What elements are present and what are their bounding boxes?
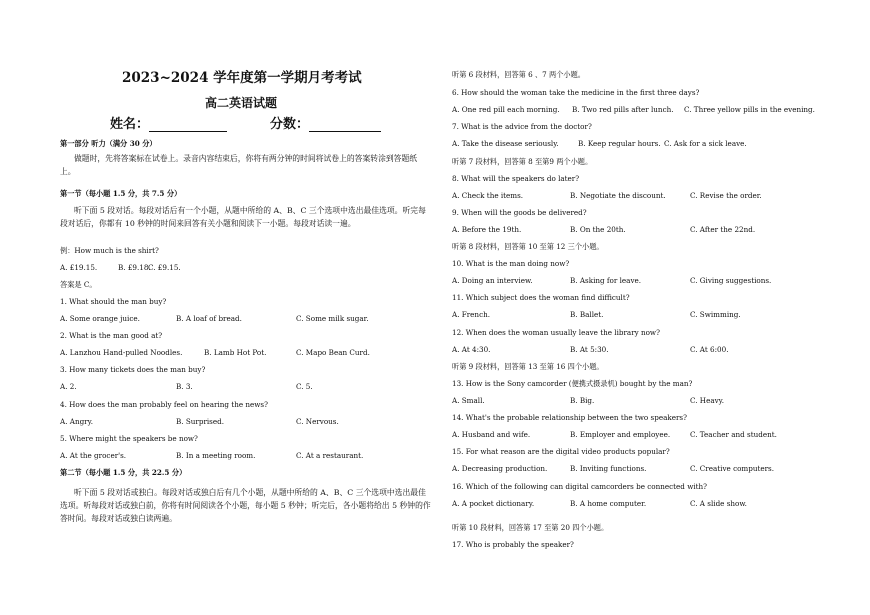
option-a[interactable]: A. Take the disease seriously. (452, 139, 559, 148)
option-a[interactable]: A. Some orange juice. (60, 314, 140, 323)
option-b[interactable]: B. Lamb Hot Pot. (204, 348, 267, 357)
question-10: 10. What is the man doing now? (452, 259, 570, 268)
question-4: 4. How does the man probably feel on hearing the news? (60, 400, 268, 409)
name-label: 姓名： (110, 117, 150, 132)
question-11: 11. Which subject does the woman find difficult? (452, 293, 630, 302)
question-14: 14. What's the probable relationship between the two speakers? (452, 413, 687, 422)
option-b[interactable]: B. Inviting functions. (570, 464, 647, 473)
option-b[interactable]: B. Ballet. (570, 310, 604, 319)
question-3: 3. How many tickets does the man buy? (60, 365, 206, 374)
option-c[interactable]: C. Swimming. (690, 310, 741, 319)
option-c[interactable]: C. Three yellow pills in the evening. (684, 105, 815, 114)
option-a[interactable]: A. Angry. (60, 417, 94, 426)
section2-heading: 第二节（每小题 1.5 分，共 22.5 分） (60, 468, 187, 477)
exam-subtitle: 高二英语试题 (205, 96, 278, 110)
section2-intro: 听下面 5 段对话或独白。每段对话或独白后有几个小题，从题中所给的 A、B、C 三个选项中选出最佳选项。听每段对话或独白前，你将有时间阅读各个小题，每小题 5 秒钟；听完后，各小题将给出 5 秒钟的作答时间。每段对话或独白读两遍。 (60, 488, 431, 523)
question-7: 7. What is the advice from the doctor? (452, 122, 592, 131)
question-9: 9. When will the goods be delivered? (452, 208, 587, 217)
option-a[interactable]: A. Decreasing production. (452, 464, 548, 473)
option-b: B. £9.18. (118, 263, 151, 272)
option-a[interactable]: A. French. (452, 310, 491, 319)
section1-intro: 听下面 5 段对话。每段对话后有一个小题，从题中所给的 A、B、C 三个选项中选出最佳选项。听完每段对话后，你都有 10 秒钟的时间来回答有关小题和阅读下一小题。每段对话读一遍。 (60, 206, 426, 228)
part1-intro: 做题时，先将答案标在试卷上。录音内容结束后，你将有两分钟的时间将试卷上的答案转涂到答题纸上。 (60, 154, 418, 176)
option-a[interactable]: A. Doing an interview. (452, 276, 533, 285)
example-question: 例：How much is the shirt? (60, 246, 159, 255)
option-b[interactable]: B. Surprised. (176, 417, 225, 426)
score-blank[interactable] (309, 119, 381, 132)
score-row (270, 117, 381, 132)
option-b[interactable]: B. A home computer. (570, 499, 647, 508)
option-b[interactable]: B. A loaf of bread. (176, 314, 242, 323)
example-answer: 答案是 C。 (60, 280, 97, 289)
option-a[interactable]: A. A pocket dictionary. (452, 499, 535, 508)
option-b[interactable]: B. On the 20th. (570, 225, 626, 234)
option-c[interactable]: C. At 6:00. (690, 345, 729, 354)
material-6-instruction: 听第 6 段材料，回答第 6 、7 两个小题。 (452, 70, 585, 79)
part1-heading: 第一部分 听力（满分 30 分） (60, 139, 157, 148)
option-b[interactable]: B. 3. (176, 382, 193, 391)
option-a[interactable]: A. At the grocer's. (60, 451, 127, 460)
option-b[interactable]: B. Two red pills after lunch. (572, 105, 674, 114)
option-b[interactable]: B. Keep regular hours. (578, 139, 661, 148)
option-b[interactable]: B. Big. (570, 396, 595, 405)
option-c[interactable]: C. At a restaurant. (296, 451, 364, 460)
option-a[interactable]: A. Check the items. (452, 191, 524, 200)
option-c[interactable]: C. Creative computers. (690, 464, 775, 473)
material-10-instruction: 听第 10 段材料，回答第 17 至第 20 四个小题。 (452, 523, 609, 532)
option-a[interactable]: A. Before the 19th. (452, 225, 522, 234)
option-b[interactable]: B. Employer and employee. (570, 430, 671, 439)
question-2: 2. What is the man good at? (60, 331, 163, 340)
option-c[interactable]: C. Giving suggestions. (690, 276, 772, 285)
name-row (110, 117, 227, 132)
option-b[interactable]: B. At 5:30. (570, 345, 609, 354)
option-c[interactable]: C. Mapo Bean Curd. (296, 348, 370, 357)
question-16: 16. Which of the following can digital camcorders be connected with? (452, 482, 708, 491)
question-17: 17. Who is probably the speaker? (452, 540, 574, 549)
question-5: 5. Where might the speakers be now? (60, 434, 198, 443)
option-a[interactable]: A. At 4:30. (452, 345, 491, 354)
option-a[interactable]: A. 2. (60, 382, 77, 391)
option-c: C. £9.15. (148, 263, 181, 272)
question-6: 6. How should the woman take the medicine in the first three days? (452, 88, 700, 97)
option-a[interactable]: A. Lanzhou Hand-pulled Noodles. (60, 348, 183, 357)
option-c[interactable]: C. After the 22nd. (690, 225, 756, 234)
question-12: 12. When does the woman usually leave the library now? (452, 328, 660, 337)
option-a[interactable]: A. Small. (452, 396, 485, 405)
material-8-instruction: 听第 8 段材料，回答第 10 至第 12 三个小题。 (452, 242, 604, 251)
option-c[interactable]: C. Nervous. (296, 417, 339, 426)
exam-title: 2023~2024 学年度第一学期月考考试 (122, 70, 362, 86)
section1-heading: 第一节（每小题 1.5 分，共 7.5 分） (60, 189, 182, 198)
option-a: A. £19.15. (60, 263, 98, 272)
option-c[interactable]: C. Heavy. (690, 396, 725, 405)
option-c[interactable]: C. Ask for a sick leave. (664, 139, 747, 148)
question-1: 1. What should the man buy? (60, 297, 167, 306)
option-c[interactable]: C. Some milk sugar. (296, 314, 369, 323)
material-9-instruction: 听第 9 段材料，回答第 13 至第 16 四个小题。 (452, 362, 604, 371)
option-c[interactable]: C. Teacher and student. (690, 430, 777, 439)
option-a[interactable]: A. Husband and wife. (452, 430, 531, 439)
question-15: 15. For what reason are the digital video products popular? (452, 447, 670, 456)
score-label: 分数： (270, 117, 310, 132)
option-c[interactable]: C. Revise the order. (690, 191, 762, 200)
option-c[interactable]: C. 5. (296, 382, 313, 391)
question-13: 13. How is the Sony camcorder (便携式摄录机) bought by the man? (452, 379, 693, 388)
option-a[interactable]: A. One red pill each morning. (452, 105, 560, 114)
name-blank[interactable] (149, 119, 227, 132)
option-b[interactable]: B. Negotiate the discount. (570, 191, 666, 200)
option-b[interactable]: B. Asking for leave. (570, 276, 642, 285)
material-7-instruction: 听第 7 段材料，回答第 8 至第9 两个小题。 (452, 157, 593, 166)
question-8: 8. What will the speakers do later? (452, 174, 580, 183)
option-b[interactable]: B. In a meeting room. (176, 451, 256, 460)
option-c[interactable]: C. A slide show. (690, 499, 747, 508)
